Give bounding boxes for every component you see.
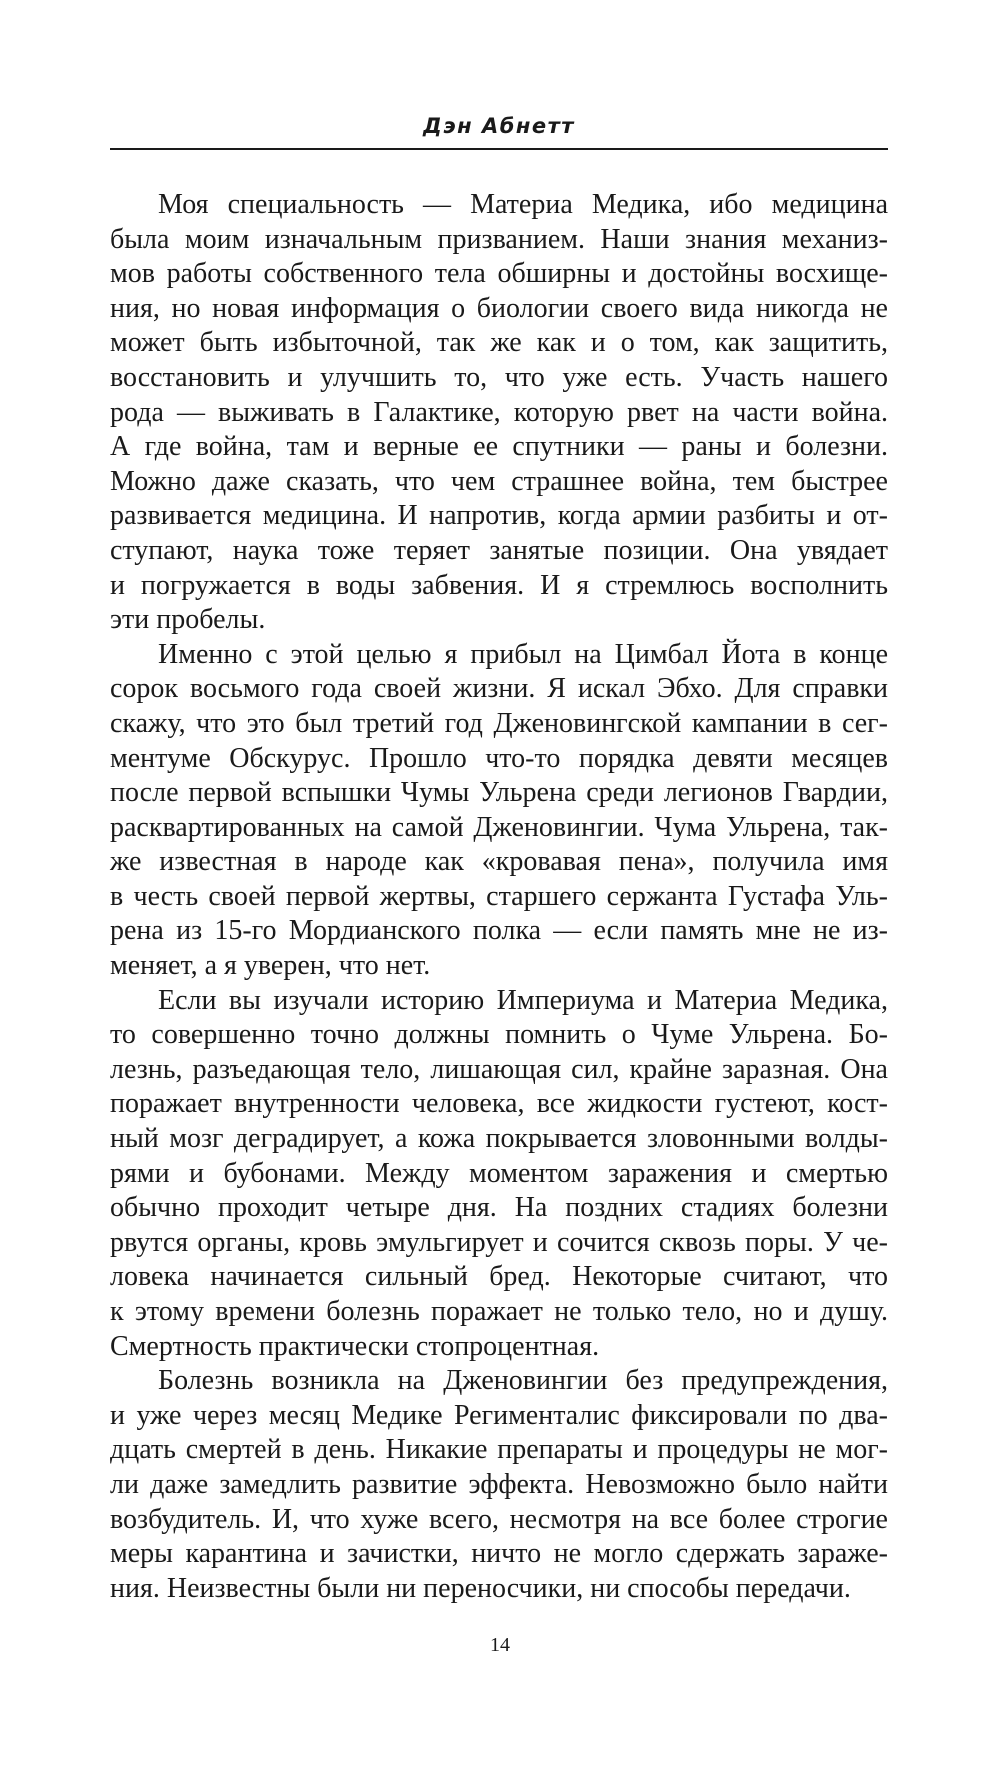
text-line: и погружается в воды забвения. И я стремлюсь восполнить bbox=[110, 569, 888, 601]
header-rule bbox=[110, 148, 888, 150]
text-line: то совершенно точно должны помнить о Чуме Ульрена. Бо- bbox=[110, 1019, 888, 1051]
text-line: и уже через месяц Медике Регименталис фиксировали по два- bbox=[110, 1399, 888, 1431]
text-line: лезнь, разъедающая тело, лишающая сил, крайне заразная. Она bbox=[110, 1053, 888, 1085]
paragraph bbox=[110, 188, 888, 638]
text-line: А где война, там и верные ее спутники — раны и болезни. bbox=[110, 431, 888, 463]
text-line: Смертность практически стопроцентная. bbox=[110, 1330, 600, 1362]
text-line: Болезнь возникла на Дженовингии без предупреждения, bbox=[158, 1365, 888, 1397]
text-line: после первой вспышки Чумы Ульрена среди легионов Гвардии, bbox=[110, 777, 888, 809]
text-line: обычно проходит четыре дня. На поздних стадиях болезни bbox=[110, 1192, 888, 1224]
text-line: эти пробелы. bbox=[110, 604, 266, 636]
paragraph bbox=[110, 984, 888, 1365]
text-line: ния, но новая информация о биологии своего вида никогда не bbox=[110, 292, 888, 324]
text-line: возбудитель. И, что хуже всего, несмотря на все более строгие bbox=[110, 1503, 888, 1535]
text-line: к этому времени болезнь поражает не только тело, но и душу. bbox=[110, 1296, 888, 1327]
text-line: рена из 15-го Мордианского полка — если память мне не из- bbox=[110, 915, 888, 947]
text-line: поражает внутренности человека, все жидкости густеют, кост- bbox=[110, 1088, 888, 1120]
body-text bbox=[110, 188, 888, 1606]
text-line: ный мозг деградирует, а кожа покрывается зловонными волды- bbox=[110, 1123, 888, 1155]
text-line: ловека начинается сильный бред. Некоторые считают, что bbox=[110, 1261, 888, 1293]
text-line: рями и бубонами. Между моментом заражения и смертью bbox=[110, 1157, 888, 1189]
text-line: Если вы изучали историю Империума и Материа Медика, bbox=[158, 984, 888, 1016]
running-head-author: Дэн Абнетт bbox=[423, 114, 575, 138]
text-line: же известная в народе как «кровавая пена», получила имя bbox=[110, 846, 888, 878]
text-line: восстановить и улучшить то, что уже есть. Участь нашего bbox=[110, 361, 888, 393]
text-line: Именно с этой целью я прибыл на Цимбал Йота в конце bbox=[158, 638, 888, 670]
text-line: сорок восьмого года своей жизни. Я искал Эбхо. Для справки bbox=[110, 673, 888, 705]
text-line: мов работы собственного тела обширны и достойны восхище- bbox=[110, 258, 888, 290]
text-line: меры карантина и зачистки, ничто не могло сдержать зараже- bbox=[110, 1538, 888, 1570]
paragraph bbox=[110, 1364, 888, 1606]
page-number: 14 bbox=[490, 1634, 510, 1656]
text-line: развивается медицина. И напротив, когда армии разбиты и от- bbox=[110, 500, 888, 532]
paragraph bbox=[110, 638, 888, 984]
text-line: Можно даже сказать, что чем страшнее война, тем быстрее bbox=[110, 465, 888, 497]
text-line: в честь своей первой жертвы, старшего сержанта Густафа Уль- bbox=[110, 880, 888, 912]
text-line: ли даже замедлить развитие эффекта. Невозможно было найти bbox=[110, 1468, 888, 1500]
text-line: ментуме Обскурус. Прошло что-то порядка девяти месяцев bbox=[110, 742, 888, 774]
text-line: ступают, наука тоже теряет занятые позиции. Она увядает bbox=[110, 534, 888, 566]
text-line: расквартированных на самой Дженовингии. Чума Ульрена, так- bbox=[110, 811, 888, 843]
text-line: дцать смертей в день. Никакие препараты и процедуры не мог- bbox=[110, 1434, 888, 1466]
text-line: Моя специальность — Материа Медика, ибо медицина bbox=[158, 189, 888, 220]
text-line: рвутся органы, кровь эмульгирует и сочится сквозь поры. У че- bbox=[110, 1226, 888, 1258]
text-line: может быть избыточной, так же как и о том, как защитить, bbox=[110, 327, 888, 359]
text-line: была моим изначальным призванием. Наши знания механиз- bbox=[110, 223, 888, 255]
text-line: меняет, а я уверен, что нет. bbox=[110, 950, 431, 982]
text-line: ния. Неизвестны были ни переносчики, ни способы передачи. bbox=[110, 1572, 851, 1604]
text-line: скажу, что это был третий год Дженовингской кампании в сег- bbox=[110, 707, 888, 739]
text-line: рода — выживать в Галактике, которую рвет на части война. bbox=[110, 396, 888, 428]
